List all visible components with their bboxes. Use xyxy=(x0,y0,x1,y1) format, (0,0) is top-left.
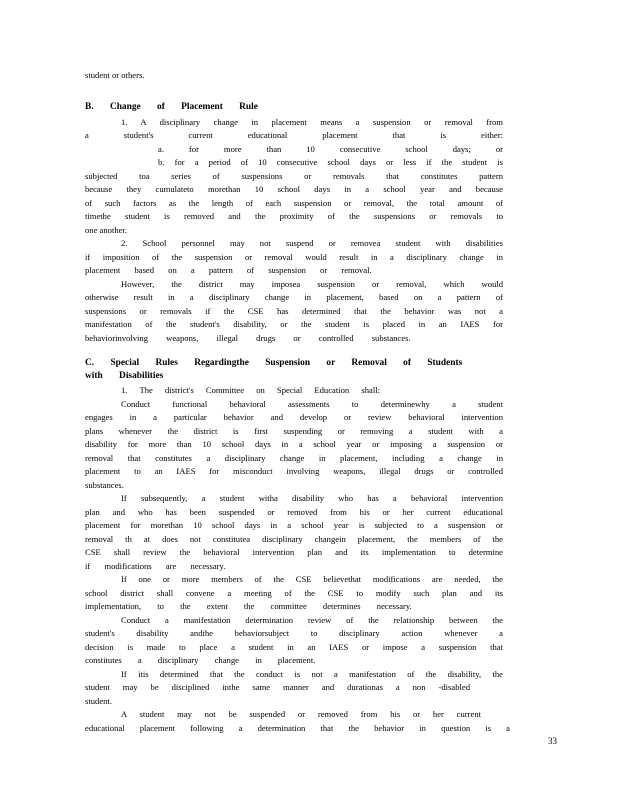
text-line: However, the district may imposea suspension or removal, which would xyxy=(121,279,503,289)
text-line: student. xyxy=(85,696,112,706)
text-line: removal th at does not constitutea disciplinary changein placement, the members of the xyxy=(85,534,503,544)
text-line: disability for more than 10 school days in a school year or imposing a suspension or xyxy=(85,439,503,449)
section-heading-c-cont: with Disabilities xyxy=(85,371,164,381)
page-number: 33 xyxy=(548,736,557,746)
section-heading-c: C. Special Rules Regardingthe Suspension or Removal of Students xyxy=(85,358,463,368)
text-line: CSE shall review the behavioral intervention plan and its implementation to determine xyxy=(85,547,503,557)
text-line: if imposition of the suspension or removal would result in a disciplinary change in xyxy=(85,252,503,262)
text-line: 2. School personnel may not suspend or removea student with disabilities xyxy=(121,238,503,248)
text-line: implementation, to the extent the committee determines necessary. xyxy=(85,601,412,611)
section-heading-b: B. Change of Placement Rule xyxy=(85,102,258,112)
text-line: plan and who has been suspended or removed from his or her current educational xyxy=(85,507,503,517)
text-line: If one or more members of the CSE believethat modifications are needed, the xyxy=(121,574,503,584)
text-line: Conduct a manifestation determination review of the relationship between the xyxy=(121,615,503,625)
text-line: constitutes a disciplinary change in placement. xyxy=(85,655,316,665)
text-line: otherwise result in a disciplinary change in placement, based on a pattern of xyxy=(85,292,503,302)
text-line: subjected toa series of suspensions or removals that constitutes pattern xyxy=(85,171,503,181)
text-line: 1. A disciplinary change in placement means a suspension or removal from xyxy=(121,117,503,127)
text-line: a student's current educational placement that is either: xyxy=(85,130,503,140)
text-line: A student may not be suspended or removed from his or her current xyxy=(121,709,481,719)
text-line: suspensions or removals if the CSE has determined that the behavior was not a xyxy=(85,306,503,316)
text-line: placement for morethan 10 school days in a school year is subjected to a suspension or xyxy=(85,520,503,530)
text-line: a. for more than 10 consecutive school days; or xyxy=(158,144,503,154)
text-line: timethe student is removed and the proximity of the suspensions or removals to xyxy=(85,211,503,221)
text-line: engages in a particular behavior and develop or review behavioral intervention xyxy=(85,412,503,422)
text-line: student or others. xyxy=(85,70,145,80)
text-line: b. for a period of 10 consecutive school days or less if the student is xyxy=(158,157,503,167)
text-line: behaviorinvolving weapons, illegal drugs or controlled substances. xyxy=(85,333,411,343)
text-line: manifestation of the student's disability, or the student is placed in an IAES for xyxy=(85,319,503,329)
text-line: 1. The district's Committee on Special Education shall: xyxy=(121,385,380,395)
text-line: plans whenever the district is first suspending or removing a student with a xyxy=(85,426,503,436)
text-line: if modifications are necessary. xyxy=(85,561,226,571)
text-line: If subsequently, a student witha disability who has a behavioral intervention xyxy=(121,493,503,503)
text-line: substances. xyxy=(85,480,124,490)
text-line: of such factors as the length of each suspension or removal, the total amount of xyxy=(85,198,503,208)
text-line: school district shall convene a meeting of the CSE to modify such plan and its xyxy=(85,588,503,598)
text-line: placement to an IAES for misconduct involving weapons, illegal drugs or controlled xyxy=(85,466,503,476)
text-line: If itis determined that the conduct is not a manifestation of the disability, the xyxy=(121,669,503,679)
text-line: educational placement following a determination that the behavior in question is a xyxy=(85,723,510,733)
text-line: removal that constitutes a disciplinary change in placement, including a change in xyxy=(85,453,503,463)
text-line: Conduct functional behavioral assessments to determinewhy a student xyxy=(121,399,503,409)
text-line: one another. xyxy=(85,225,127,235)
text-line: placement based on a pattern of suspension or removal. xyxy=(85,265,372,275)
text-line: student may be disciplined inthe same manner and durationas a non -disabled xyxy=(85,682,470,692)
text-line: because they cumulateto morethan 10 school days in a school year and because xyxy=(85,184,503,194)
text-line: student's disability andthe behaviorsubject to disciplinary action whenever a xyxy=(85,628,503,638)
text-line: decision is made to place a student in an IAES or impose a suspension that xyxy=(85,642,503,652)
